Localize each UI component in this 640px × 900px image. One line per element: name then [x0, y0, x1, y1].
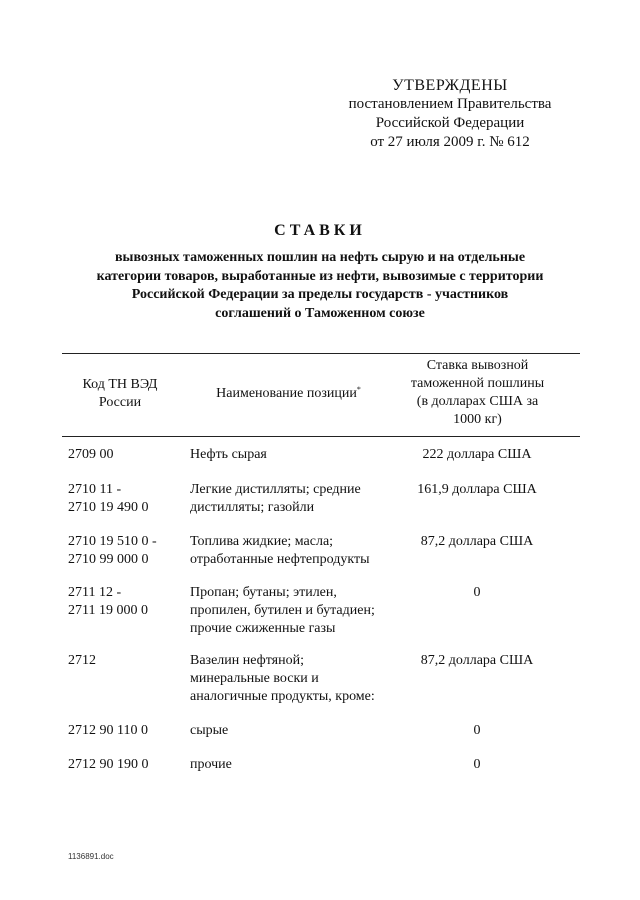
code-line: 2712 [68, 653, 96, 668]
approval-line-2: Российской Федерации [375, 115, 525, 131]
row-name [190, 481, 395, 517]
header-rate-line: Ставка вывозной [426, 358, 529, 373]
header-rate [390, 357, 565, 429]
footnote-mark: * [356, 385, 361, 394]
table-top-rule [62, 353, 580, 354]
code-line: 2710 19 490 0 [68, 500, 149, 515]
code-line: 2712 90 110 0 [68, 723, 148, 738]
header-rate-line: 1000 кг) [453, 412, 502, 427]
name-line: минеральные воски и [190, 671, 319, 686]
header-rate-line: таможенной пошлины [410, 376, 545, 391]
row-name [190, 652, 395, 706]
row-code [68, 446, 186, 464]
row-rate: 0 [473, 757, 481, 772]
row-rate: 0 [473, 585, 481, 600]
document-title: СТАВКИ [274, 222, 366, 239]
row-rate: 222 доллара США [422, 447, 532, 462]
name-line: Вазелин нефтяной; [190, 653, 304, 668]
row-code [68, 533, 186, 569]
row-name [190, 533, 395, 569]
header-code-line: России [98, 395, 142, 410]
code-line: 2710 99 000 0 [68, 552, 149, 567]
code-line: 2710 11 - [68, 482, 122, 497]
row-rate: 161,9 доллара США [417, 482, 537, 497]
row-name [190, 584, 395, 638]
subtitle-line: категории товаров, выработанные из нефти, вывозимые с территории [96, 268, 544, 284]
document-subtitle [60, 249, 580, 323]
header-code [66, 376, 174, 412]
subtitle-line: Российской Федерации за пределы государств - участников [131, 287, 509, 302]
row-rate: 87,2 доллара США [420, 534, 534, 549]
approval-block [320, 76, 580, 152]
row-code [68, 481, 186, 517]
approval-line-1: постановлением Правительства [348, 96, 552, 112]
name-line: сырые [190, 723, 229, 738]
name-line: Пропан; бутаны; этилен, [190, 585, 337, 600]
approval-line-3: от 27 июля 2009 г. № 612 [370, 134, 530, 150]
name-line: Нефть сырая [190, 447, 267, 462]
name-line: аналогичные продукты, кроме: [190, 689, 375, 704]
row-code [68, 584, 186, 620]
name-line: дистилляты; газойли [190, 500, 315, 515]
row-name [190, 446, 395, 464]
name-line: пропилен, бутилен и бутадиен; [190, 603, 375, 618]
header-name-text: Наименование позиции [216, 386, 357, 401]
subtitle-line: соглашений о Таможенном союзе [215, 305, 425, 321]
code-line: 2711 12 - [68, 585, 122, 600]
name-line: Легкие дистилляты; средние [190, 482, 361, 497]
approval-title: УТВЕРЖДЕНЫ [392, 77, 508, 94]
name-line: отработанные нефтепродукты [190, 552, 370, 567]
row-rate: 87,2 доллара США [420, 653, 534, 668]
row-name [190, 722, 395, 740]
name-line: прочие [190, 757, 232, 772]
row-rate: 0 [473, 723, 481, 738]
subtitle-line: вывозных таможенных пошлин на нефть сырую и на отдельные [114, 250, 526, 265]
header-name [196, 385, 381, 403]
row-code [68, 756, 186, 774]
header-code-line: Код ТН ВЭД [82, 377, 158, 392]
name-line: прочие сжиженные газы [190, 621, 336, 636]
row-code [68, 652, 186, 670]
code-line: 2711 19 000 0 [68, 603, 148, 618]
code-line: 2712 90 190 0 [68, 757, 149, 772]
name-line: Топлива жидкие; масла; [190, 534, 334, 549]
file-code: 1136891.doc [68, 852, 114, 861]
code-line: 2710 19 510 0 - [68, 534, 157, 549]
table-header-rule [62, 436, 580, 437]
row-code [68, 722, 186, 740]
row-name [190, 756, 395, 774]
header-rate-line: (в долларах США за [416, 394, 539, 409]
code-line: 2709 00 [68, 447, 114, 462]
